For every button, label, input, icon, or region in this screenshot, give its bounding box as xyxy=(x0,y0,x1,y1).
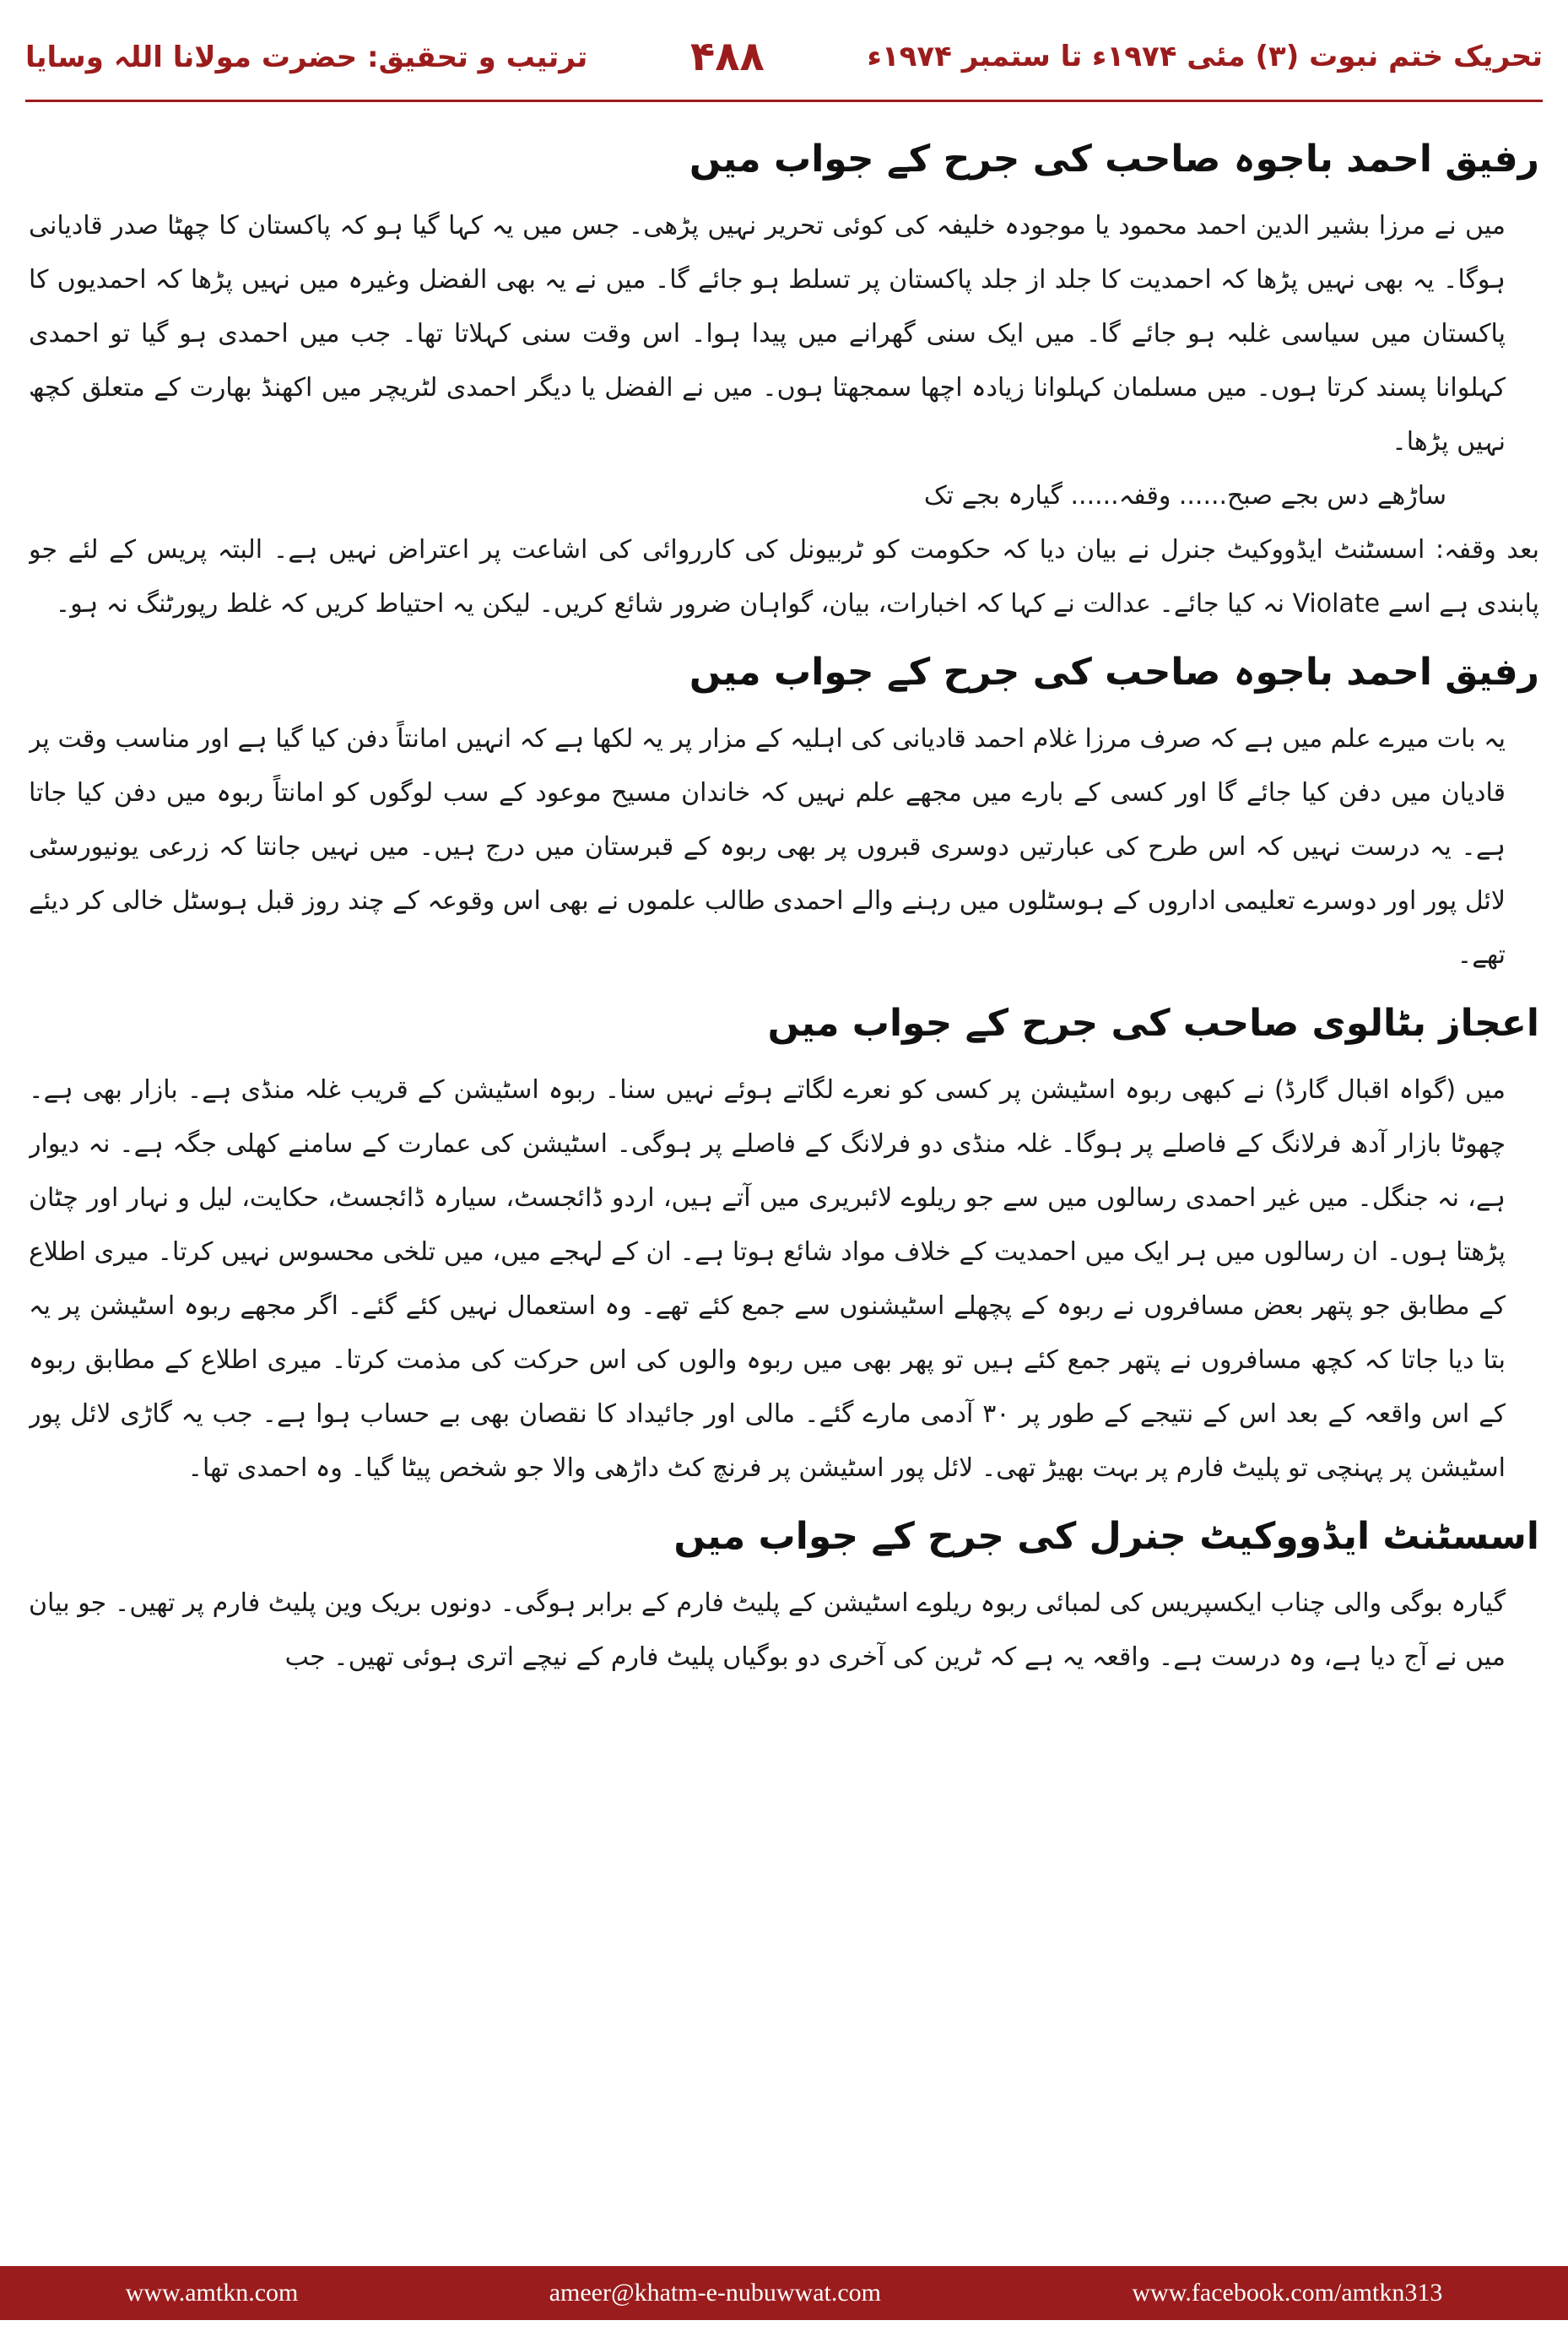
paragraph: یہ بات میرے علم میں ہے کہ صرف مرزا غلام احمد قادیانی کی اہلیہ کے مزار پر یہ لکھا ہے کہ انہیں امانتاً دفن کیا گیا ہے اور مناسب وقت پر قادیان میں دفن کیا جائے گا اور کسی کے بارے میں مجھے علم نہیں کہ خاندان مسیح موعود کے سب لوگوں کو امانتاً ربوہ میں دفن کیا جاتا ہے۔ یہ درست نہیں کہ اس طرح کی عبارتیں دوسری قبروں پر بھی ربوہ کے قبرستان میں درج ہیں۔ میں نہیں جانتا کہ زرعی یونیورسٹی لائل پور اور دوسرے تعلیمی اداروں کے ہوسٹلوں میں رہنے والے احمدی طالب علموں نے بھی اس وقوعہ کے چند روز قبل ہوسٹل خالی کر دیئے تھے۔ xyxy=(29,724,1506,970)
compiler-credit: ترتیب و تحقیق: حضرت مولانا اللہ وسایا xyxy=(25,40,588,74)
section-heading: اعجاز بٹالوی صاحب کی جرح کے جواب میں xyxy=(767,1002,1539,1045)
section-2 xyxy=(29,645,1539,982)
paragraph-after-break: بعد وقفہ: اسسٹنٹ ایڈووکیٹ جنرل نے بیان دیا کہ حکومت کو ٹربیونل کی کارروائی کی اشاعت پر اعتراض نہیں ہے۔ البتہ پریس کے لئے جو پابندی ہے اسے Violate نہ کیا جائے۔ عدالت نے کہا کہ اخبارات، بیان، گواہان ضرور شائع کریں۔ لیکن یہ احتیاط کریں کہ غلط رپورٹنگ نہ ہو۔ xyxy=(29,535,1539,619)
page-body xyxy=(29,118,1539,2199)
section-3 xyxy=(29,996,1539,1496)
section-heading: اسسٹنٹ ایڈووکیٹ جنرل کی جرح کے جواب میں xyxy=(673,1515,1539,1558)
section-heading: رفیق احمد باجوہ صاحب کی جرح کے جواب میں xyxy=(689,138,1539,181)
facebook-link[interactable]: www.facebook.com/amtkn313 xyxy=(1132,2279,1443,2307)
header-divider xyxy=(25,100,1543,102)
page-header xyxy=(25,19,1543,95)
book-title: تحریک ختم نبوت (۳) مئی ۱۹۷۴ء تا ستمبر ۱۹۷۴ء xyxy=(867,40,1543,73)
paragraph: گیارہ بوگی والی چناب ایکسپریس کی لمبائی ربوہ ریلوے اسٹیشن کے پلیٹ فارم کے برابر ہوگی۔ دونوں بریک وین پلیٹ فارم پر تھیں۔ جو بیان میں نے آج دیا ہے، وہ درست ہے۔ واقعہ یہ ہے کہ ٹرین کی آخری دو بوگیاں پلیٹ فارم کے نیچے اتری ہوئی تھیں۔ جب xyxy=(29,1588,1506,1672)
page-footer xyxy=(0,2266,1568,2320)
section-1 xyxy=(29,132,1539,631)
email-link[interactable]: ameer@khatm-e-nubuwwat.com xyxy=(549,2279,882,2307)
website-link[interactable]: www.amtkn.com xyxy=(125,2279,299,2307)
page-number: ۴۸۸ xyxy=(689,33,765,80)
session-timing: ساڑھے دس بجے صبح...... وقفہ...... گیارہ بجے تک xyxy=(923,481,1446,511)
section-4 xyxy=(29,1509,1539,1685)
paragraph: میں (گواہ اقبال گارڈ) نے کبھی ربوہ اسٹیشن پر کسی کو نعرے لگاتے ہوئے نہیں سنا۔ ربوہ اسٹیشن کے قریب غلہ منڈی ہے۔ بازار بھی ہے۔ چھوٹا بازار آدھ فرلانگ کے فاصلے پر ہوگا۔ غلہ منڈی دو فرلانگ کے فاصلے پر ہوگی۔ اسٹیشن کی عمارت کے سامنے کھلی جگہ ہے۔ نہ دیوار ہے، نہ جنگل۔ میں غیر احمدی رسالوں میں سے جو ریلوے لائبریری میں آتے ہیں، اردو ڈائجسٹ، سیارہ ڈائجسٹ، حکایت، لیل و نہار اور چٹان پڑھتا ہوں۔ ان رسالوں میں ہر ایک میں احمدیت کے خلاف مواد شائع ہوتا ہے۔ ان کے لہجے میں، میں تلخی محسوس نہیں کرتا۔ میری اطلاع کے مطابق جو پتھر بعض مسافروں نے ربوہ کے پچھلے اسٹیشنوں سے جمع کئے تھے۔ وہ استعمال نہیں کئے گئے۔ اگر مجھے ربوہ اسٹیشن پر یہ بتا دیا جاتا کہ کچھ مسافروں نے پتھر جمع کئے ہیں تو پھر بھی میں ربوہ والوں کی اس حرکت کی مذمت کرتا۔ میری اطلاع کے مطابق ربوہ کے اس واقعہ کے بعد اس کے نتیجے کے طور پر ۳۰ آدمی مارے گئے۔ مالی اور جائیداد کا نقصان بھی بے حساب ہوا ہے۔ جب یہ گاڑی لائل پور اسٹیشن پر پہنچی تو پلیٹ فارم پر بہت بھیڑ تھی۔ لائل پور اسٹیشن پر فرنچ کٹ داڑھی والا جو شخص پیٹا گیا۔ وہ احمدی تھا۔ xyxy=(29,1075,1506,1483)
section-heading: رفیق احمد باجوہ صاحب کی جرح کے جواب میں xyxy=(689,651,1539,694)
paragraph: میں نے مرزا بشیر الدین احمد محمود یا موجودہ خلیفہ کی کوئی تحریر نہیں پڑھی۔ جس میں یہ کہا گیا ہو کہ پاکستان کا چھٹا صدر قادیانی ہوگا۔ یہ بھی نہیں پڑھا کہ احمدیت کا جلد از جلد پاکستان پر تسلط ہو جائے گا۔ میں نے یہ بھی الفضل وغیرہ میں نہیں پڑھا کہ احمدیوں کا پاکستان میں سیاسی غلبہ ہو جائے گا۔ میں ایک سنی گھرانے میں پیدا ہوا۔ اس وقت سنی کہلاتا تھا۔ جب میں احمدی ہو گیا تو احمدی کہلوانا پسند کرتا ہوں۔ میں مسلمان کہلوانا زیادہ اچھا سمجھتا ہوں۔ میں نے الفضل یا دیگر احمدی لٹریچر میں اکھنڈ بھارت کے متعلق کچھ نہیں پڑھا۔ xyxy=(29,211,1506,457)
